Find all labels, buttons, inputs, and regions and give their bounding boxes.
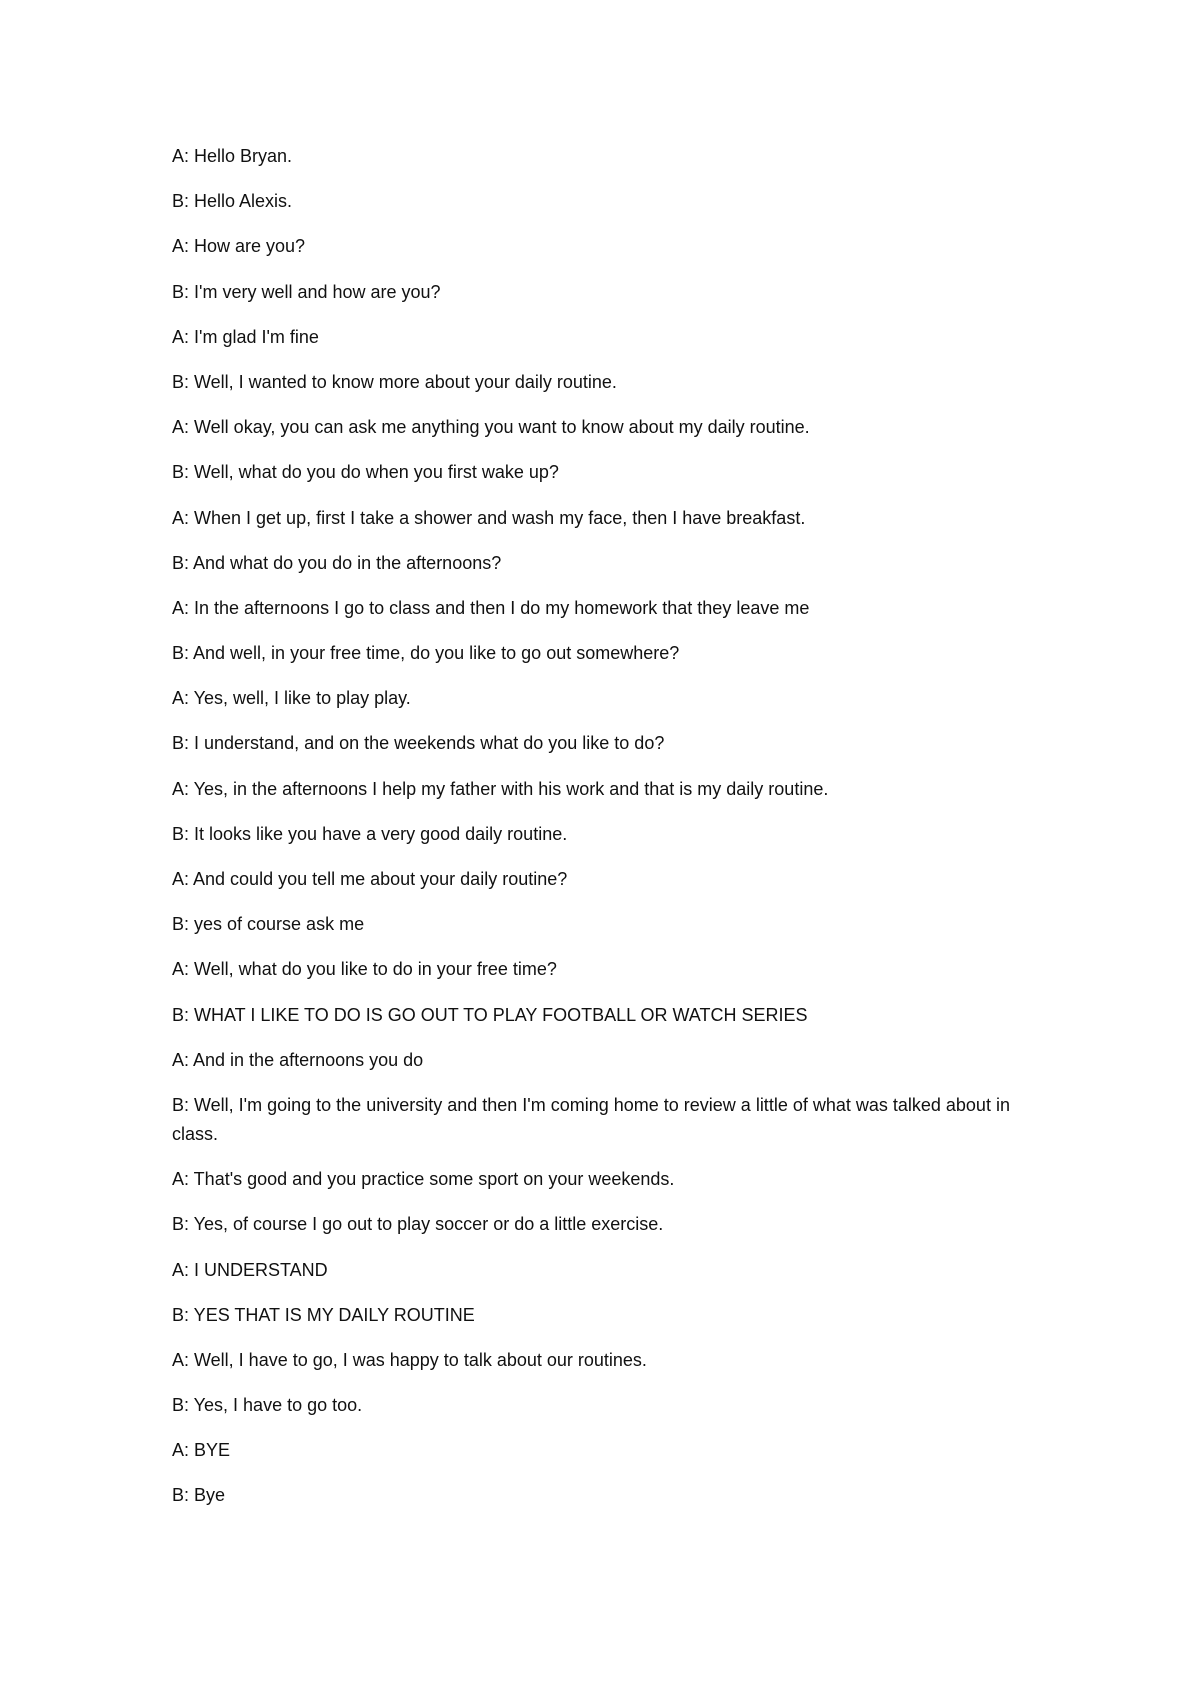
dialogue-line: A: Well okay, you can ask me anything you want to know about my daily routine.: [172, 417, 810, 438]
dialogue-line: B: I understand, and on the weekends what do you like to do?: [172, 733, 665, 754]
dialogue-line: B: Hello Alexis.: [172, 191, 293, 212]
dialogue-line: A: When I get up, first I take a shower and wash my face, then I have breakfast.: [172, 507, 806, 528]
dialogue-line: A: And could you tell me about your daily routine?: [172, 869, 568, 889]
dialogue-line: A: How are you?: [172, 236, 306, 257]
dialogue-line: B: And well, in your free time, do you like to go out somewhere?: [172, 643, 680, 664]
dialogue-line: B: Well, I'm going to the university and then I'm coming home to review a little of what was talked about in class.: [172, 1094, 1010, 1144]
dialogue-line: B: And what do you do in the afternoons?: [172, 552, 502, 573]
dialogue-line: B: WHAT I LIKE TO DO IS GO OUT TO PLAY FOOTBALL OR WATCH SERIES: [172, 1004, 808, 1025]
dialogue-line: B: Yes, I have to go too.: [172, 1395, 363, 1416]
dialogue-line: A: Well, I have to go, I was happy to talk about our routines.: [172, 1349, 647, 1370]
dialogue-transcript: [172, 142, 1032, 1527]
dialogue-line: B: Yes, of course I go out to play soccer or do a little exercise.: [172, 1214, 664, 1235]
dialogue-line: B: Well, what do you do when you first wake up?: [172, 462, 559, 483]
dialogue-line: A: Hello Bryan.: [172, 146, 293, 166]
dialogue-line: A: Well, what do you like to do in your free time?: [172, 959, 557, 980]
dialogue-line: B: Bye: [172, 1485, 226, 1506]
dialogue-line: A: BYE: [172, 1440, 231, 1461]
dialogue-line: A: In the afternoons I go to class and then I do my homework that they leave me: [172, 597, 810, 618]
dialogue-line: A: I'm glad I'm fine: [172, 326, 319, 347]
dialogue-line: A: Yes, well, I like to play play.: [172, 688, 411, 709]
dialogue-line: A: That's good and you practice some sport on your weekends.: [172, 1169, 675, 1190]
dialogue-line: B: It looks like you have a very good daily routine.: [172, 823, 568, 844]
dialogue-line: B: yes of course ask me: [172, 914, 365, 935]
dialogue-line: B: Well, I wanted to know more about your daily routine.: [172, 371, 617, 392]
dialogue-line: B: YES THAT IS MY DAILY ROUTINE: [172, 1304, 475, 1325]
dialogue-line: A: And in the afternoons you do: [172, 1049, 424, 1070]
dialogue-line: B: I'm very well and how are you?: [172, 281, 441, 302]
dialogue-line: A: I UNDERSTAND: [172, 1259, 328, 1280]
dialogue-line: A: Yes, in the afternoons I help my father with his work and that is my daily routine.: [172, 778, 829, 799]
